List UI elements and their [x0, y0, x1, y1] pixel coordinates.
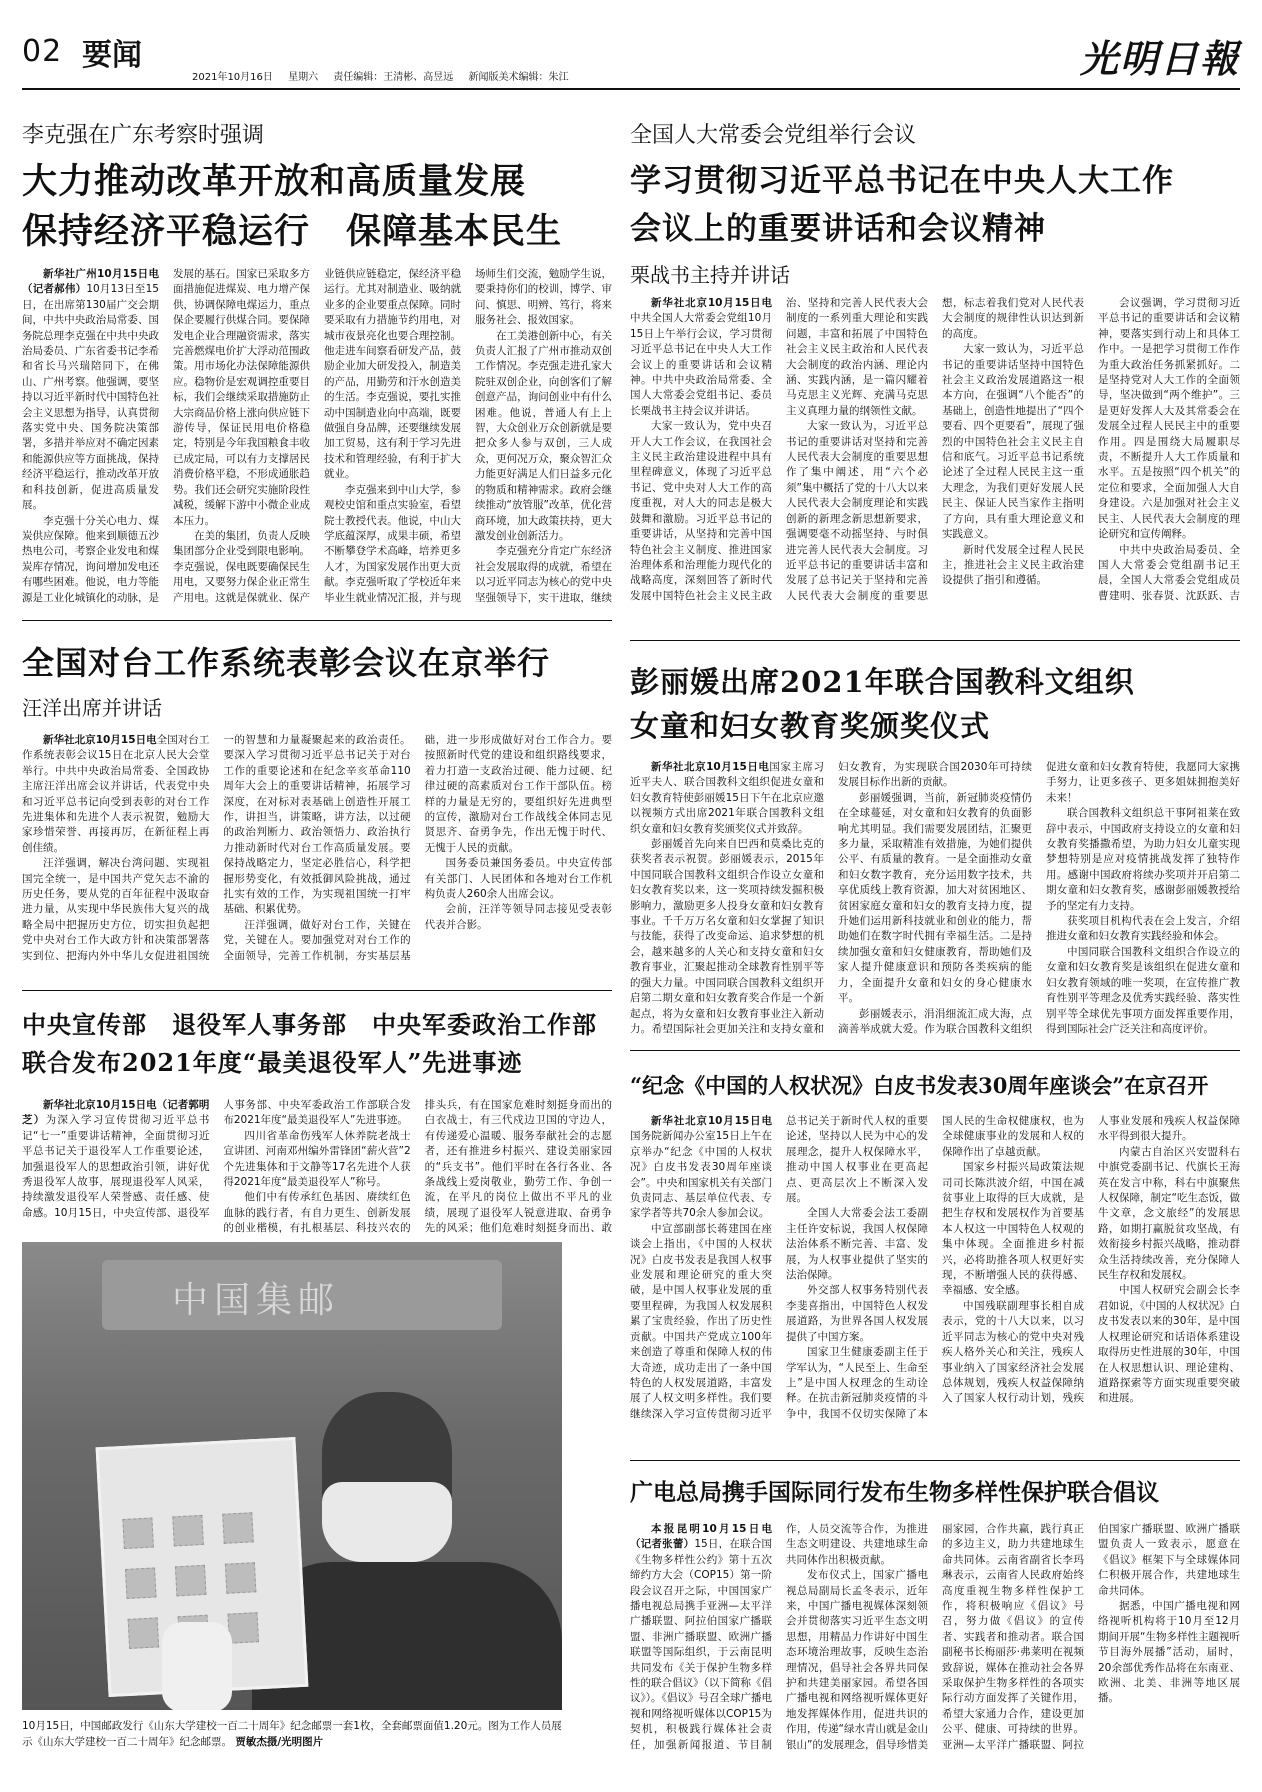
article-dateline: 新华社北京10月15日电 [43, 734, 157, 746]
body-paragraph: 10月13日至15日，在出席第130届广交会期间，中共中央政治局常委、国务院总理李克强在中共中央政治局委员、广东省委书记李希和省长马兴瑞陪同下，在佛山、广州考察。他强调，要坚持以习近平新时代中国特色社会主义思想为指导，认真贯彻落实党中央、国务院决策部署，多措并举应对不确定因素和能源供应等方面挑战，保持经济平稳运行，推动改革开放和科技创新，促进高质量发展。 [22, 283, 159, 512]
article-kicker: 全国人大常委会党组举行会议 [630, 123, 917, 148]
issue-meta [192, 68, 580, 83]
photo-sign-text: 中国集邮 [172, 1280, 341, 1321]
headline-line-2: 会议上的重要讲话和会议精神 [630, 211, 1046, 247]
body-paragraph: 国家卫生健康委副主任于学军认为，“人民至上、生命至上”是中国人权理念的生动诠释。在抗击新冠肺炎疫情的斗争中，我国不仅切实保障了本国人民的生命权健康权，也为全球健康事业的发展和人权的保障作出了卓越贡献。 [786, 1115, 1084, 1420]
body-paragraph: 中国同联合国教科文组织合作设立的女童和妇女教育奖是该组织在促进女童和妇女教育领域的唯一奖项，在宣传推广教育性别平等理念及优秀实践经验、落实性别平等全球优先事项方面发挥重要作用，得到国际社会广泛关注和高度评价。 [1046, 945, 1240, 1035]
headline-line-1: 学习贯彻习近平总书记在中央人大工作 [630, 163, 1174, 199]
body-paragraph: 全国人大常委会法工委副主任许安标说，我国人权保障法治体系不断完善、丰富、发展，为人权事业提供了坚实的法治保障。 [786, 1207, 928, 1282]
article-headline [22, 1006, 612, 1082]
body-paragraph: 在工美港创新中心，有关负责人汇报了广州市推动双创工作情况。李克强走进孔家大院驻双创企业，向创客们了解创意产品，询问创业中有什么困难。他说，普通人有上上智，大众创业万众创新就是要把众多人参与双创，三人成众，更何况万众，聚众智汇众力能更好满足人们日益多元化的物质和精神需求。政府会继续推动“放管服”改革，优化营商环境，加大政策扶持，更大激发创业创新活力。 [475, 329, 612, 542]
body-paragraph: 中共全国人大常委会党组10月15日上午举行会议，学习贯彻习近平总书记在中央人大工作会议上的重要讲话和会议精神。中共中央政治局常委、全国人大常委会党组书记、委员长栗战书主持会议并讲话。 [630, 312, 772, 417]
body-paragraph: 汪洋强调，做好对台工作，关键在党，关键在人。要加强党对对台工作的全面领导，完善工作机制，夯实基层基础，进一步形成做好对台工作合力。要按照新时代党的建设和组织路线要求，着力打造一支政治过硬、能力过硬、纪律过硬的高素质对台工作干部队伍。榜样的力量是无穷的，要组织好先进典型的宣传，激励对台工作战线全体同志见贤思齐、奋勇争先，作出无愧于时代、无愧于人民的贡献。 [223, 734, 612, 962]
article-body [630, 1114, 1240, 1424]
body-paragraph: 外交部人权事务特别代表李斐喜指出，中国特色人权发展道路，为世界各国人权发展提供了中国方案。 [786, 1284, 928, 1343]
stamp [128, 1617, 160, 1649]
article-dateline: 新华社北京10月15日电 [651, 1115, 772, 1127]
body-paragraph: 彭丽媛强调，当前，新冠肺炎疫情仍在全球蔓延，对女童和妇女教育的负面影响尤其明显。我们需要发展团结，汇聚更多力量，采取精准有效措施，为她们提供公平、有质量的教育。一是全面推动女童和妇女数字教育，充分运用数字技术，共享优质线上教育资源，加大对贫困地区、贫困家庭女童和妇女的教育支持力度，提升她们运用新科技就业和创业的能力，帮助她们在数字时代拥有幸福生活。二是持续加强女童和妇女健康教育，帮助她们及家人提升健康意识和预防各类疾病的能力，全面提升女童和妇女的身心健康水平。 [838, 791, 1032, 1005]
article-dateline: 新华社北京10月15日电 [651, 297, 772, 309]
article-human-rights [630, 1070, 1240, 1424]
article-body [22, 733, 612, 1023]
stamp [222, 1512, 254, 1544]
article-subhead: 汪洋出席并讲话 [22, 696, 162, 720]
article-peng-liyuan [630, 660, 1240, 1070]
masthead [22, 28, 1240, 84]
article-li-keqiang [22, 118, 612, 617]
article-biodiversity [630, 1476, 1240, 1772]
body-paragraph: 全国对台工作系统表彰会议15日在北京人民大会堂举行。中共中央政治局常委、全国政协主席汪洋出席会议并讲话，代表党中央和习近平总书记向受到表彰的对台工作先进集体和先进个人表示祝贺，勉励大家珍惜荣誉、再接再厉，在新征程上再创佳绩。 [22, 734, 210, 854]
article-dateline: 新华社北京10月15日电 [651, 761, 770, 773]
section-name: 要闻 [82, 38, 142, 73]
body-paragraph: 他们中有传承红色基因、赓续红色血脉的践行者，有自力更生、创新发展的创业楷模，有扎根基层、科技兴农的排头兵，有在国家危难时刻挺身而出的白衣战士，有三代戍边卫国的守边人，有传递爱心温暖、服务奉献社会的志愿者，还有推进乡村振兴、建设美丽家园的“兵支书”。他们平时在各行各业、各条战线上爱岗敬业，勤劳工作、争创一流，在平凡的岗位上做出不平凡的业绩，展现了退役军人锐意进取、奋勇争先的风采；他们危难时刻挺身而出、敢 [223, 1099, 612, 1235]
body-paragraph: 会前，汪洋等领导同志接见受表彰代表并合影。 [424, 903, 612, 931]
article-headline: “纪念《中国的人权状况》白皮书发表30周年座谈会”在京召开 [630, 1073, 1209, 1098]
body-paragraph: 发布仪式上，国家广播电视总局副局长孟冬表示，近年来，中国广播电视媒体深刻领会并贯彻落实习近平生态文明思想，用精品力作讲好中国生态环境治理故事，反映生态治理情况，倡导社会各界共同保护和共建美丽家园。希望各国广播电视和网络视听媒体更好地发挥媒体作用，促进共识的作用，传递“绿水青山就是金山银山”的发展理念，倡导珍惜美丽家园，合作共赢，践行真正的多边主义，助力共建地球生命共同体。云南省副省长李玛琳表示，云南省人民政府始终高度重视生物多样性保护工作，将积极响应《倡议》号召，努力做《倡议》的宣传者、实践者和推动者。联合国副秘书长梅丽莎·弗莱明在视频致辞说，媒体在推动社会各界采取保护生物多样性的各项实际行动方面发挥了关键作用，希望大家通力合作，建设更加公平、健康、可持续的世界。亚洲—太平洋广播联盟、阿拉伯国家广播联盟、欧洲广播联盟负责人一致表示，愿意在《倡议》框架下与全球媒体同仁积极开展合作，共建地球生命共同体。 [786, 1523, 1240, 1751]
body-paragraph: 中国人权研究会副会长李君如说，《中国的人权状况》白皮书发表以来的30年，是中国人权理论研究和话语体系建设取得历史性进展的30年，中国在人权思想认识、理论建构、道路探索等方面实现重要突破和进展。 [1098, 1284, 1240, 1405]
divider [22, 620, 612, 621]
body-paragraph: 为深入学习宣传贯彻习近平总书记“七一”重要讲话精神，全面贯彻习近平总书记关于退役军人工作重要论述，加强退役军人的思想政治引领，讲好优秀退役军人故事，展现退役军人风采，持续激发退役军人荣誉感、责任感、使命感。10月15日，中央宣传部、退役军人事务部、中央军委政治工作部联合发布2021年度“最美退役军人”先进事迹。 [22, 1099, 411, 1219]
article-body [630, 760, 1240, 1070]
stamp [225, 1562, 257, 1594]
body-paragraph: 大家一致认为，习近平总书记的重要讲话坚持中国特色社会主义政治发展道路这一根本方向，在强调“八个能否”的基础上，创造性地提出了“四个要看、四个更要看”，展现了强烈的中国特色社会主义民主自信和底气。习近平总书记系统论述了全过程人民民主这一重大理念，为我们更好发展人民民主、保证人民当家作主指明了方向，具有重大理论意义和实践意义。 [942, 343, 1084, 541]
headline-line-2: 女童和妇女教育奖颁奖仪式 [630, 709, 991, 743]
body-paragraph: 国务委员兼国务委员。中央宣传部有关部门、人民团体和各地对台工作机构负责人260余人出席会议。 [424, 857, 612, 901]
caption-text: 10月15日，中国邮政发行《山东大学建校一百二十周年》纪念邮票一套1枚，全套邮票面值1.20元。图为工作人员展示《山东大学建校一百二十周年》纪念邮票。 [22, 1720, 562, 1748]
body-paragraph: 内蒙古自治区兴安盟科右中旗党委副书记、代旗长王海英在发言中称，科右中旗聚焦人权保障，制定“吃生态饭，做牛文章，念文旅经”的发展思路，如期打赢脱贫攻坚战，有效衔接乡村振兴战略，推动群众生活持续改善，充分保障人民生存权和发展权。 [1098, 1145, 1240, 1282]
divider [630, 640, 1240, 641]
header-rule [22, 88, 1240, 90]
headline-line-1: 彭丽媛出席2021年联合国教科文组织 [630, 665, 1135, 699]
body-paragraph: 中国残联副理事长相自成表示，党的十八大以来，以习近平同志为核心的党中央对残疾人格外关心和关注，残疾人事业纳入了国家经济社会发展总体规划，残疾人权益保障纳入了国家人权行动计划，残疾人事业发展和残疾人权益保障水平得到很大提升。 [942, 1115, 1240, 1405]
article-headline: 全国对台工作系统表彰会议在京举行 [22, 644, 551, 682]
issue-editor: 责任编辑：王清彬、高昱远 [333, 72, 454, 83]
divider [630, 1460, 1240, 1461]
article-dateline: 新华社北京10月15日电（记者郭明芝） [22, 1099, 210, 1127]
body-paragraph: 国家主席习近平夫人、联合国教科文组织促进女童和妇女教育特使彭丽媛15日下午在北京应邀以视频方式出席2021年联合国教科文组织女童和妇女教育奖颁奖仪式并致辞。 [630, 761, 824, 835]
article-npc [630, 118, 1240, 608]
stamp [122, 1518, 154, 1550]
photo-credit: 贾敏杰摄/光明图片 [235, 1736, 324, 1748]
photo-caption [22, 1718, 562, 1750]
body-paragraph: 联合国教科文组织总干事阿祖莱在致辞中表示，中国政府支持设立的女童和妇女教育奖播撒希望，为助力妇女儿童实现梦想特别是应对疫情挑战发挥了独特作用。感谢中国政府将续办奖项并开启第二期女童和妇女教育奖，感谢彭丽媛教授给予的坚定有力支持。 [1046, 807, 1240, 912]
headline-line-1: 大力推动改革开放和高质量发展 [22, 162, 527, 202]
body-paragraph: 会议强调，学习贯彻习近平总书记的重要讲话和会议精神，要落实到行动上和具体工作中。一是把学习贯彻工作作为重大政治任务抓紧抓好。二是坚持党对人大工作的全面领导，坚决做到“两个维护”。三是更好发挥人大及其常委会在发展全过程人民民主中的重要作用。四是围绕大局履职尽责，不断提升人大工作质量和水平。五是按照“四个机关”的定位和要求，全面加强人大自身建设。六是加强对社会主义民主、人民代表大会制度的理论研究和宣传阐释。 [1098, 297, 1240, 541]
article-kicker: 李克强在广东考察时强调 [22, 123, 265, 148]
body-paragraph: 国家乡村振兴局政策法规司司长陈洪波介绍，中国在减贫事业上取得的巨大成就，是把生存权和发展权作为首要基本人权这一中国特色人权观的集中体现。全面推进乡村振兴，必将助推各项人权更好实现，不断增强人民的获得感、幸福感、安全感。 [942, 1161, 1084, 1297]
body-paragraph: 大家一致认为，党中央召开人大工作会议，在我国社会主义民主政治建设进程中具有里程碑意义，体现了习近平总书记、党中央对人大工作的高度重视，对人大的同志是极大鼓舞和激励。习近平总书记的重要讲话，从坚持和完善中国特色社会主义制度、推进国家治理体系和治理能力现代化的战略高度，深刻回答了新时代发展中国特色社会主义民主政治、坚持和完善人民代表大会制度的一系列重大理论和实践问题，丰富和拓展了中国特色社会主义民主政治和人民代表大会制度的政治内涵、理论内涵、实践内涵，是一篇闪耀着马克思主义光辉、充满马克思主义真理力量的纲领性文献。 [630, 297, 928, 602]
body-paragraph: 四川省革命伤残军人休养院老战士宣讲团、河南邓州编外雷锋团“薪火营”2个先进集体和于文静等17名先进个人获得2021年度“最美退役军人”称号。 [223, 1129, 411, 1189]
stamp [175, 1565, 207, 1597]
body-paragraph: 国务院新闻办公室15日上午在京举办“纪念《中国的人权状况》白皮书发表30周年座谈会”。中央和国家机关有关部门负责同志、基层单位代表、专家学者等共70余人参加会议。 [630, 1130, 772, 1220]
article-dateline: 新华社广州10月15日电（记者郝伟） [22, 268, 159, 296]
article-headline: 广电总局携手国际同行发布生物多样性保护联合倡议 [630, 1479, 1159, 1506]
body-paragraph: 中宣部副部长蒋建国在座谈会上指出，《中国的人权状况》白皮书发表是我国人权事业发展和理论研究的重大突破，是中国人权事业发展的重要里程碑，为我国人权发展积累了宝贵经验，作出了历史性贡献。中国共产党成立100年来创造了尊重和保障人权的伟大奇迹，成功走出了一条中国特色的人权发展道路，丰富发展了人权文明多样性。我们要继续深入学习宣传贯彻习近平总书记关于新时代人权的重要论述，坚持以人民为中心的发展理念，提升人权保障水平，推动中国人权事业在更高起点、更高层次上不断深入发展。 [630, 1115, 928, 1420]
article-body [22, 267, 612, 617]
photo-glove [162, 1622, 232, 1710]
stamp [172, 1515, 204, 1547]
issue-art-editor: 新闻版美术编辑：朱江 [468, 72, 569, 83]
body-paragraph: 李克强充分肯定广东经济社会发展取得的成就，希望在以习近平同志为核心的党中央坚强领导下，实干进取，继续 [475, 545, 612, 604]
issue-weekday: 星期六 [288, 72, 319, 83]
body-paragraph: 在美的集团，负责人反映集团部分企业受到限电影响。李克强说，保电既要确保民生用电，又要努力保企业正常生产用电。这就是保就业、保产业链供应链稳定，保经济平稳运行。尤其对制造业、吸纳就业多的企业要重点保障。同时要采取有力措施节约用电，对城市夜景亮化也要合理控制。他走进车间察看研发产品，鼓励企业加大研发投入，制造美的产品，用勤劳和汗水创造美的生活。李克强说，要扎实推动中国制造业向中高端，既要做强自身品牌，还要继续发展加工贸易，这有利于学习先进技术和管理经验，有利于扩大就业。 [173, 268, 461, 604]
news-photo [22, 1242, 562, 1710]
photo-face-mask [322, 1482, 452, 1562]
body-paragraph: 中共中央政治局委员、全国人大常委会党组副书记王晨，全国人大常委会党组成员曹建明、张春贤、沈跃跃、吉 [1098, 543, 1240, 602]
page-number: 02 [22, 34, 63, 69]
article-headline [630, 157, 1240, 253]
article-body [630, 296, 1240, 608]
body-paragraph: 新时代发展全过程人民民主，推进社会主义民主政治建设提供了指引和遵循。 [942, 543, 1084, 587]
headline-line-1: 中央宣传部 退役军人事务部 中央军委政治工作部 [22, 1010, 597, 1039]
article-body [630, 1522, 1240, 1772]
body-paragraph: 彭丽媛首先向来自巴西和莫桑比克的获奖者表示祝贺。彭丽媛表示，2015年中国同联合国教科文组织合作设立女童和妇女教育奖以来，这一奖项持续发掘积极影响力，激励更多人投身女童和妇女教育事业。千千万万名女童和妇女掌握了知识与技能，获得了改变命运、追求梦想的机会，越来越多的人关心和支持女童和妇女教育事业，汇聚起推动全球教育性别平等的强大力量。中国同联合国教科文组织开启第二期女童和妇女教育奖合作是一个新起点，将为女童和妇女教育事业注入新动力。希望国际社会更加关注和支持女童和妇女教育，为实现联合国2030年可持续发展目标作出新的贡献。 [630, 761, 1032, 1035]
divider [630, 1050, 1240, 1051]
body-paragraph: 李克强来到中山大学，参观校史馆和重点实验室，看望院士教授代表。他说，中山大学底蕴深厚，成果丰硕，希望不断攀登学术高峰，培养更多人才，为国家发展作出更大贡献。李克强听取了学校近年来毕业生就业情况汇报，并与现场师生们交流，勉励学生说，要秉持你们的校训，博学、审问、慎思、明辨、笃行，将来服务社会、报效国家。 [324, 268, 612, 604]
headline-line-2: 联合发布2021年度“最美退役军人”先进事迹 [22, 1048, 523, 1077]
stamp [227, 1612, 259, 1644]
stamp [125, 1567, 157, 1599]
body-paragraph: 据悉，中国广播电视和网络视听机构将于10月至12月期间开展“生物多样性主题视听节目海外展播”活动，届时，20余部优秀作品将在东南亚、欧洲、北美、非洲等地区展播。 [1098, 1600, 1240, 1705]
divider [22, 990, 612, 991]
article-taiwan-work [22, 640, 612, 1023]
article-dateline: 本报昆明10月15日电（记者张蕾） [630, 1523, 772, 1551]
body-paragraph: 大家一致认为，习近平总书记的重要讲话对坚持和完善人民代表大会制度的重要思想作了集中阐述，用“六个必须”集中概括了党的十八大以来人民代表大会制度理论和实践创新的新理念新思想新要求，强调要毫不动摇坚持、与时俱进完善人民代表大会制度。习近平总书记的重要讲话丰富和发展了总书记关于坚持和完善人民代表大会制度的重要思想，标志着我们党对人民代表大会制度的规律性认识达到新的高度。 [786, 297, 1084, 602]
body-paragraph: 15日，在联合国《生物多样性公约》第十五次缔约方大会（COP15）第一阶段会议召开之际，中国国家广播电视总局携手亚洲—太平洋广播联盟、阿拉伯国家广播联盟、非洲广播联盟、欧洲广播联盟等国际组织，于云南昆明共同发布《关于保护生物多样性的联合倡议》（以下简称《倡议》）。《倡议》号召全球广播电视和网络视听媒体以COP15为契机，积极践行媒体社会责任，加强新闻报道、节目制作，人员交流等合作，为推进生态文明建设、共建地球生命共同体作出积极贡献。 [630, 1523, 928, 1751]
article-body [22, 1098, 612, 1246]
article-subhead: 栗战书主持并讲话 [630, 263, 790, 287]
newspaper-logo: 光明日報 [1079, 36, 1240, 81]
article-headline [22, 157, 612, 257]
headline-line-2: 保持经济平稳运行 保障基本民生 [22, 212, 563, 252]
issue-date: 2021年10月16日 [192, 72, 273, 83]
body-paragraph: 李克强十分关心电力、煤炭供应保障。他来到顺德五沙热电公司，考察企业发电和煤炭库存情况，询问增加发电还有哪些困难。他说，电力等能源是工业化城镇化的动脉，是发展的基石。国家已采取多方面措施促进煤炭、电力增产保供，协调保障电煤运力，重点保企要履行供煤合同。要保障发电企业合理融资需求，落实完善燃煤电价扩大浮动范围政策。用市场化办法保障能源供应。稳物价是宏观调控重要目标，我们会继续采取措施防止大宗商品价格上涨向供应链下游传导，保证民用电价格稳定，特别是今年我国粮食丰收已成定局，可以有力支撑居民消费价格平稳，不形成通胀趋势。我们还会研究实施阶段性减税，缓解下游中小微企业成本压力。 [22, 268, 310, 604]
body-paragraph: 获奖项目机构代表在会上发言，介绍推进女童和妇女教育实践经验和体会。 [1046, 915, 1240, 943]
body-paragraph: 彭丽媛表示，涓涓细流汇成大海，点滴善举成就大爱。作为联合国教科文组织促进女童和妇女教育特使，我愿同大家携手努力，让更多孩子、更多姐妹拥抱美好未来！ [838, 761, 1240, 1035]
article-headline [630, 660, 1240, 748]
body-paragraph: 汪洋强调，解决台湾问题、实现祖国完全统一，是中国共产党矢志不渝的历史任务，要从党的百年征程中汲取奋进力量，从实现中华民族伟大复兴的战略全局中把握历史方位，切实担负起把党中央对台工作大政方针和决策部署落实到位、把海内外中华儿女促进祖国统一的智慧和力量凝聚起来的政治责任。要深入学习贯彻习近平总书记关于对台工作的重要论述和在纪念辛亥革命110周年大会上的重要讲话精神，拓展学习深度，在对标对表基础上创造性开展工作，讲担当，讲策略，讲方法，以过硬的政治判断力、政治领悟力、政治执行力推动新时代对台工作高质量发展。要保持战略定力，坚定必胜信心，科学把握形势变化，有效抵御风险挑战，通过扎实有效的工作，为实现祖国统一打牢基础、积累优势。 [22, 734, 411, 962]
article-veterans [22, 1006, 612, 1246]
